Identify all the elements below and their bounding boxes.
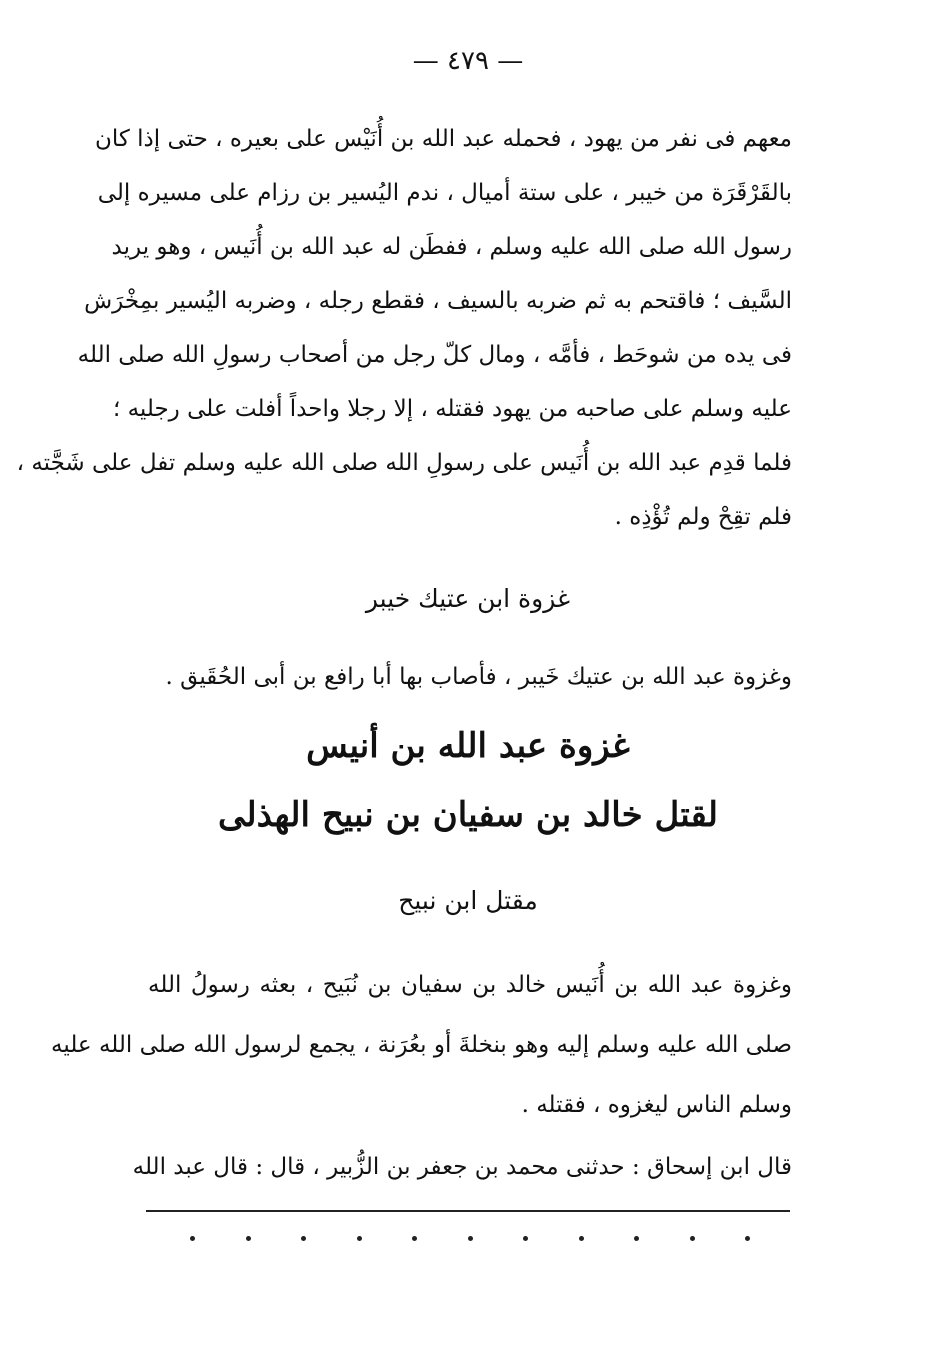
page-number-text: — ٤٧٩ — <box>412 46 524 76</box>
chapter-subheading-khalid: لقتل خالد بن سفيان بن نبيح الهذلى <box>217 795 719 835</box>
footer-dot <box>634 1236 639 1241</box>
footer-dot <box>745 1236 750 1241</box>
footer-dot <box>690 1236 695 1241</box>
text-line: رسول الله صلى الله عليه وسلم ، ففطَن له عبد الله بن أُنَيس ، وهو يريد <box>111 234 792 260</box>
footer-dots <box>190 1236 750 1241</box>
page-number <box>0 46 936 76</box>
text-line: فلما قدِم عبد الله بن أُنَيس على رسولِ الله صلى الله عليه وسلم تفل على شَجَّته ، <box>16 450 792 476</box>
footer-dot <box>523 1236 528 1241</box>
footer-dot <box>301 1236 306 1241</box>
footer-dot <box>468 1236 473 1241</box>
paragraph-3 <box>51 955 792 1135</box>
section-heading-maqtal: مقتل ابن نبيح <box>398 886 538 915</box>
text-line: السَّيف ؛ فاقتحم به ثم ضربه بالسيف ، فقطع رجله ، وضربه اليُسير بمِخْرَش <box>84 288 792 314</box>
section-heading-ibn-atik: غزوة ابن عتيك خيبر <box>365 584 571 613</box>
footer-dot <box>246 1236 251 1241</box>
paragraph-1 <box>16 112 792 544</box>
footer-dot <box>357 1236 362 1241</box>
text-line: فى يده من شوحَط ، فأمَّه ، ومال كلّ رجل من أصحاب رسولِ الله صلى الله <box>77 342 792 368</box>
text-line: وغزوة عبد الله بن عتيك خَيبر ، فأصاب بها أبا رافع بن أبى الحُقَيق . <box>165 664 792 690</box>
footer-dot <box>412 1236 417 1241</box>
text-line: قال ابن إسحاق : حدثنى محمد بن جعفر بن الزُّبير ، قال : قال عبد الله <box>132 1154 792 1180</box>
text-line: وسلم الناس ليغزوه ، فقتله . <box>521 1092 792 1118</box>
text-line: بالقَرْقَرَة من خيبر ، على ستة أميال ، ندم اليُسير بن رزام على مسيره إلى <box>97 180 792 206</box>
chapter-heading-abdallah-ibn-unays: غزوة عبد الله بن أنيس <box>306 726 630 766</box>
text-line: معهم فى نفر من يهود ، فحمله عبد الله بن أُنَيْس على بعيره ، حتى إذا كان <box>94 126 792 152</box>
paragraph-4 <box>132 1140 792 1194</box>
text-line: صلى الله عليه وسلم إليه وهو بنخلةَ أو بعُرَنة ، يجمع لرسول الله صلى الله عليه <box>51 1032 792 1058</box>
text-line: عليه وسلم على صاحبه من يهود فقتله ، إلا رجلا واحداً أفلت على رجليه ؛ <box>112 396 792 422</box>
text-line: فلم تقِحْ ولم تُؤْذِه . <box>614 504 792 530</box>
footer-dot <box>190 1236 195 1241</box>
paragraph-2 <box>148 650 792 704</box>
text-line: وغزوة عبد الله بن أُنَيس خالد بن سفيان بن نُبَيح ، بعثه رسولُ الله <box>148 972 792 998</box>
footnote-divider <box>146 1210 790 1212</box>
footer-dot <box>579 1236 584 1241</box>
